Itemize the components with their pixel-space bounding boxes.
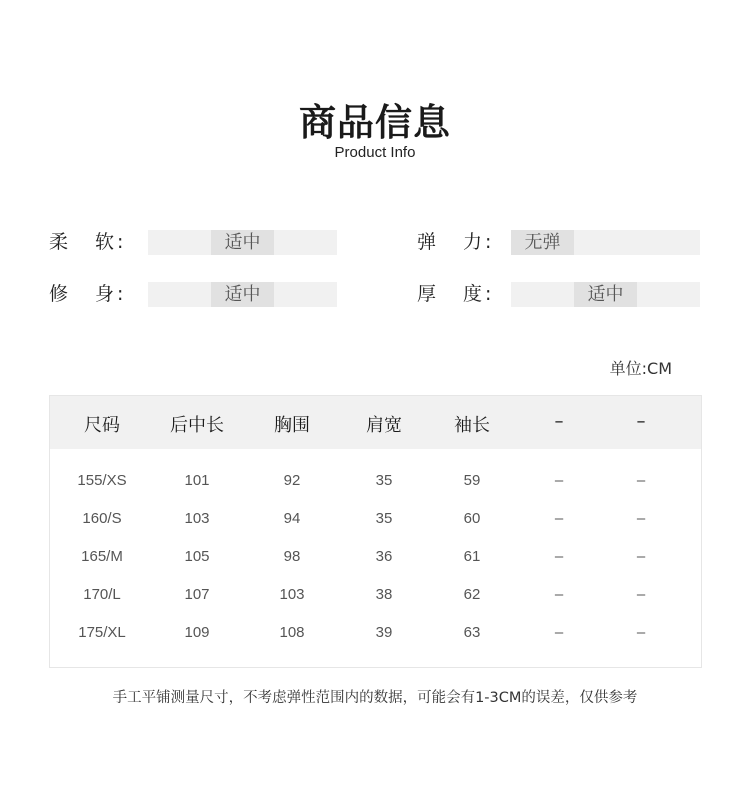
elasticity-scale-marker: 无弹 (511, 230, 574, 255)
table-cell: 108 (279, 624, 305, 641)
table-cell: 94 (283, 510, 301, 527)
measurement-note: 手工平铺测量尺寸，不考虑弹性范围内的数据，可能会有1-3CM的误差，仅供参考 (112, 690, 638, 706)
header-cell-chest: 胸围 (274, 415, 310, 436)
table-cell: 60 (463, 510, 481, 527)
table-cell: – (554, 510, 564, 527)
table-cell: 39 (375, 624, 393, 641)
table-cell: – (554, 548, 564, 565)
table-cell: 92 (283, 472, 301, 489)
table-cell: 61 (463, 548, 481, 565)
table-cell: – (636, 548, 646, 565)
table-cell: 63 (463, 624, 481, 641)
softness-scale-bar (148, 230, 337, 255)
header-cell-extra-2: – (636, 411, 646, 432)
table-cell: 109 (184, 624, 210, 641)
table-cell: 155/XS (77, 472, 127, 489)
header-cell-size: 尺码 (84, 415, 120, 436)
softness-scale-marker: 适中 (211, 230, 274, 255)
page-subtitle: Product Info (334, 144, 416, 161)
elasticity-scale-bar (511, 230, 700, 255)
size-table-header (50, 396, 701, 449)
table-cell: – (636, 510, 646, 527)
table-cell: – (636, 586, 646, 603)
table-cell: 98 (283, 548, 301, 565)
table-cell: – (554, 472, 564, 489)
header-cell-sleeve: 袖长 (454, 415, 490, 436)
table-cell: 103 (184, 510, 210, 527)
unit-label: 单位:CM (609, 359, 672, 378)
header-cell-extra-1: – (554, 411, 564, 432)
thickness-scale-marker: 适中 (574, 282, 637, 307)
table-cell: 170/L (83, 586, 121, 603)
table-cell: 36 (375, 548, 393, 565)
table-cell: 103 (279, 586, 305, 603)
table-cell: 165/M (81, 548, 123, 565)
table-cell: 105 (184, 548, 210, 565)
table-cell: – (636, 472, 646, 489)
table-cell: 35 (375, 472, 393, 489)
table-cell: – (554, 586, 564, 603)
header-cell-shoulder: 肩宽 (366, 415, 402, 436)
header-cell-back-length: 后中长 (170, 415, 224, 436)
thickness-scale-bar (511, 282, 700, 307)
table-cell: 38 (375, 586, 393, 603)
table-cell: 35 (375, 510, 393, 527)
table-cell: 107 (184, 586, 210, 603)
table-cell: – (636, 624, 646, 641)
page-title: 商品信息 (299, 101, 451, 144)
table-cell: 175/XL (78, 624, 126, 641)
table-cell: 62 (463, 586, 481, 603)
fit-scale-bar (148, 282, 337, 307)
table-cell: – (554, 624, 564, 641)
fit-scale-marker: 适中 (211, 282, 274, 307)
table-cell: 160/S (82, 510, 122, 527)
size-table (49, 395, 702, 668)
table-cell: 101 (184, 472, 210, 489)
table-cell: 59 (463, 472, 481, 489)
